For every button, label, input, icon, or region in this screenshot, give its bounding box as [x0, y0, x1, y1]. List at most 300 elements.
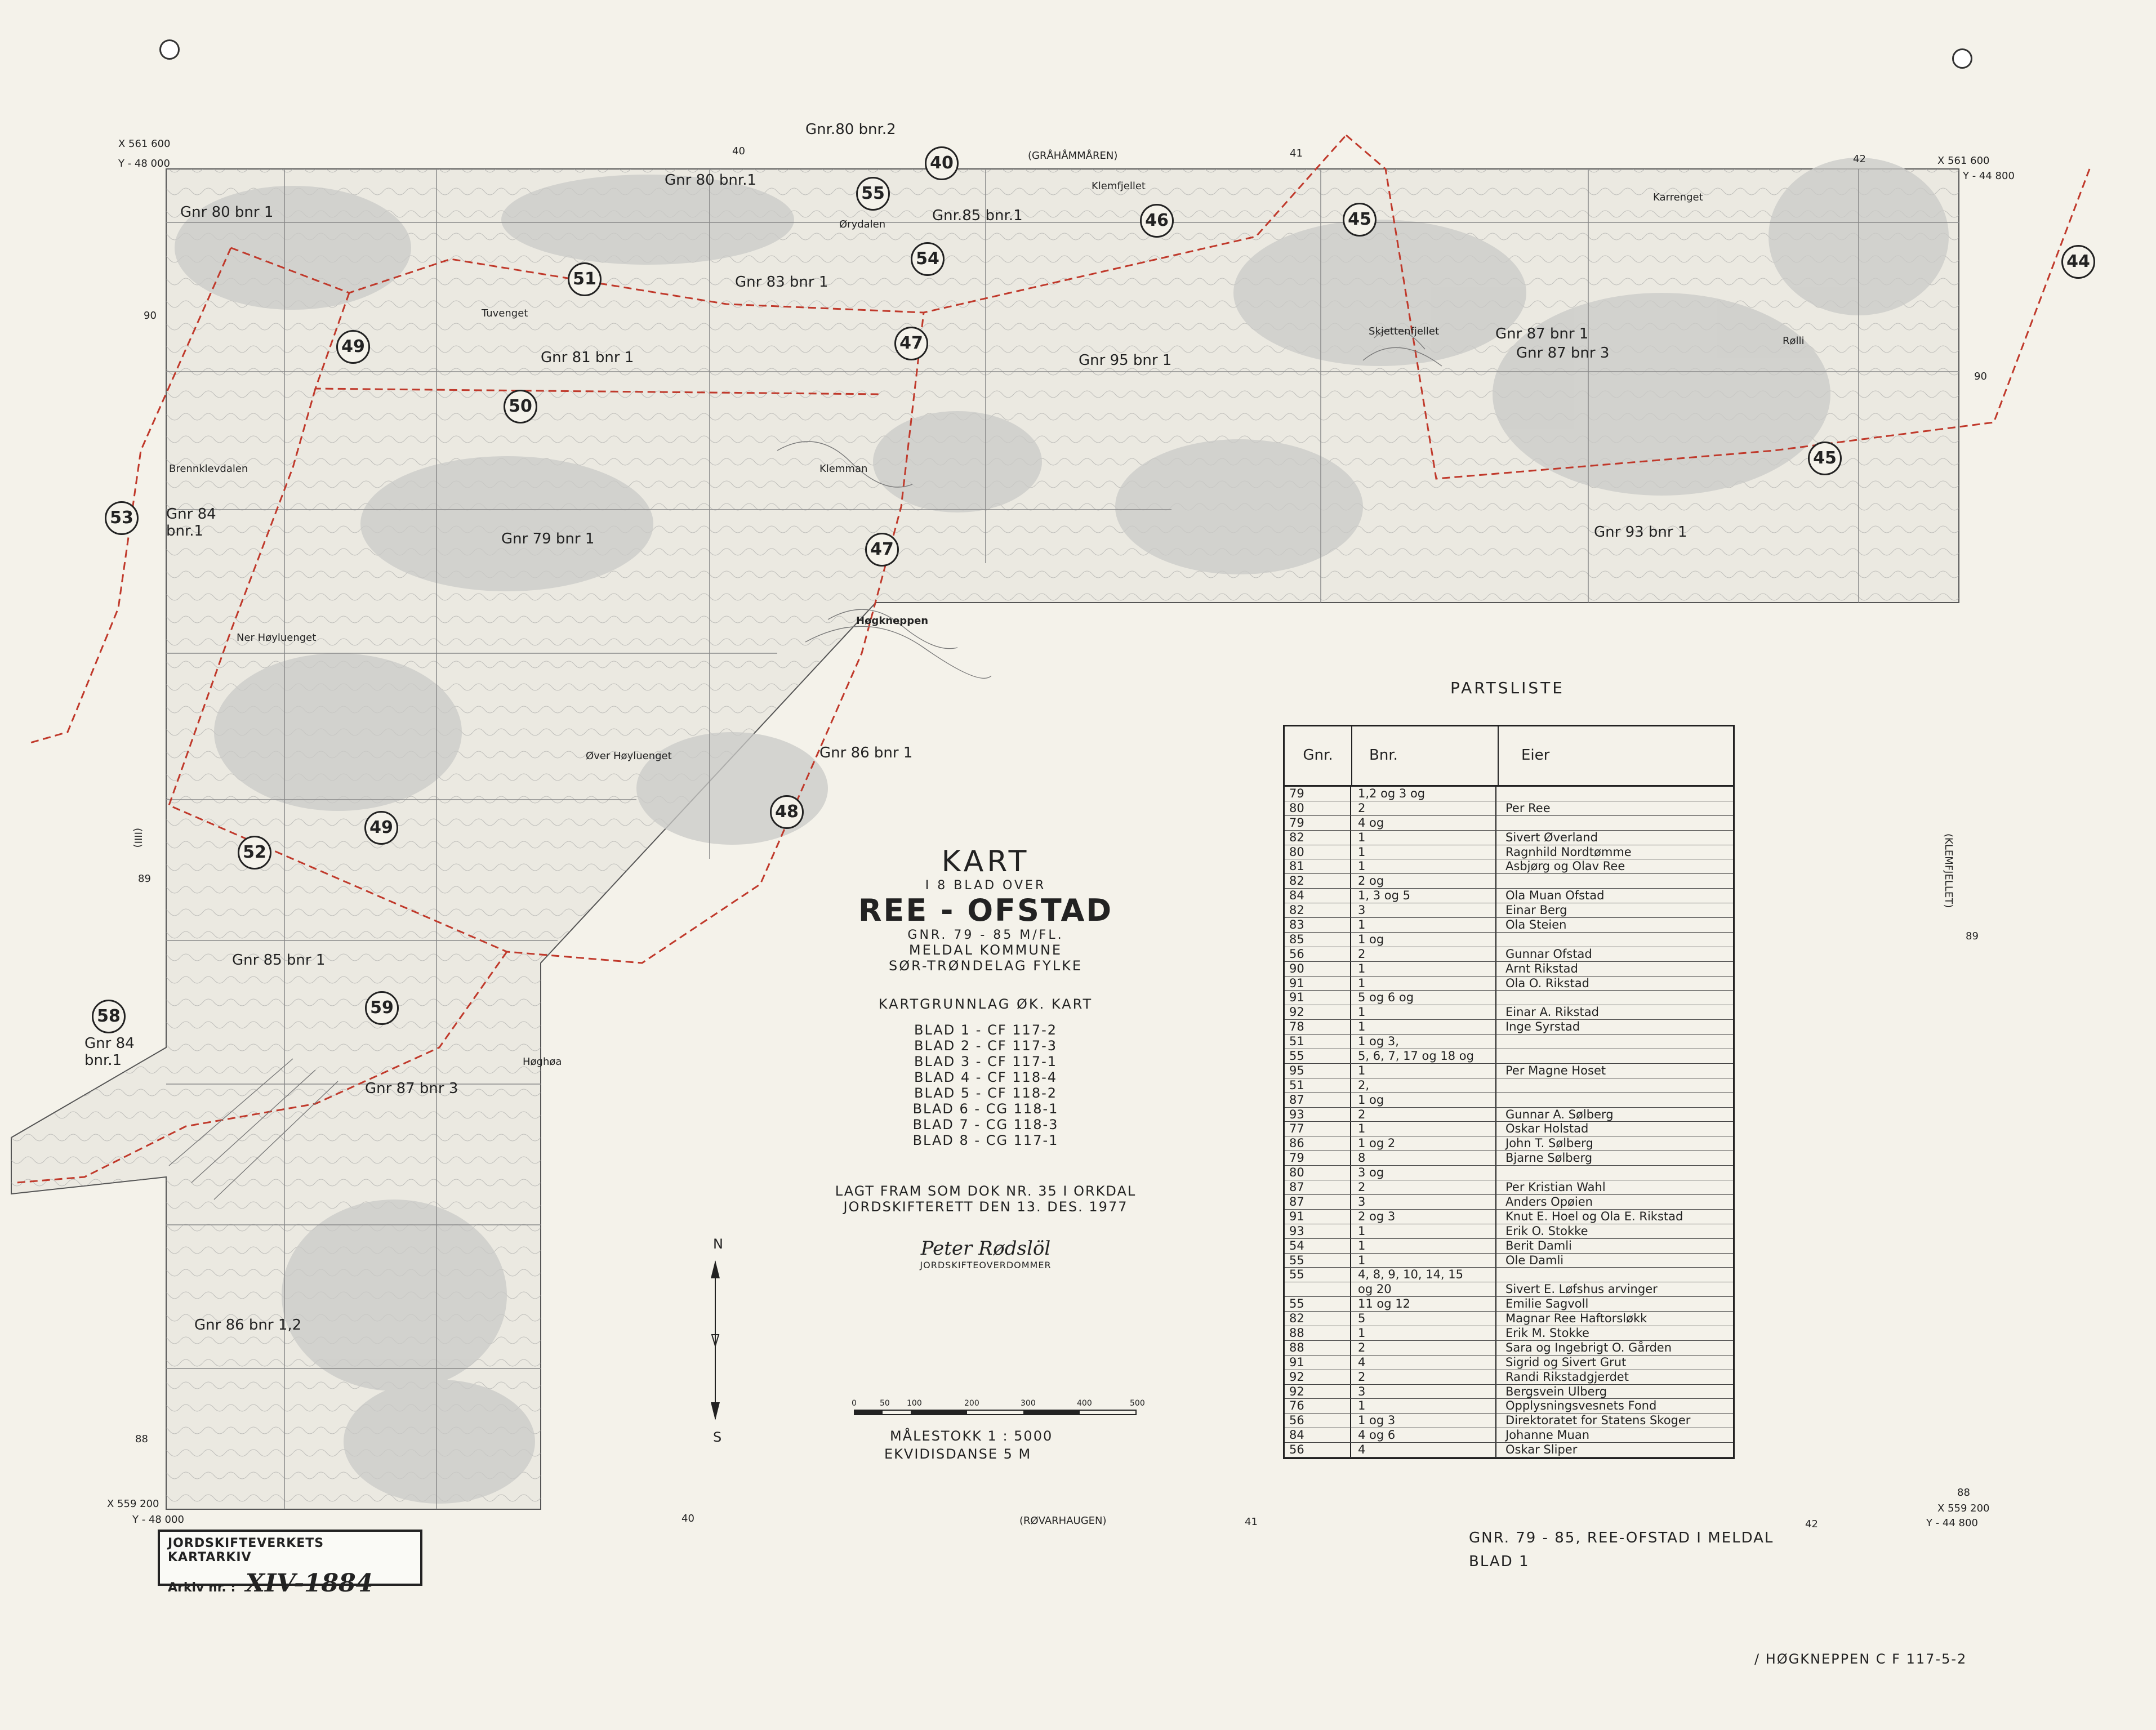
partsliste-row: [1285, 1282, 1733, 1297]
cell-eier: Gunnar Ofstad: [1505, 947, 1592, 961]
cell-bnr: 2,: [1351, 1078, 1496, 1093]
cell-bnr: 1: [1351, 1020, 1496, 1034]
tick-right-88: 88: [1957, 1487, 1970, 1499]
tick-bottom-41: 41: [1245, 1516, 1258, 1528]
sheet-reference: / HØGKNEPPEN C F 117-5-2: [1754, 1651, 1967, 1667]
tick-left-88: 88: [135, 1433, 148, 1445]
cell-gnr: 82: [1285, 874, 1351, 888]
cell-gnr: 80: [1285, 801, 1351, 815]
title-fylke: SØR-TRØNDELAG FYLKE: [889, 958, 1083, 974]
scale-tick: 500: [1130, 1399, 1145, 1408]
partsliste-row: [1285, 1122, 1733, 1136]
tick-top-40: 40: [732, 145, 745, 157]
partsliste-row: [1285, 1297, 1733, 1312]
place-name: Øver Høyluenget: [586, 750, 672, 762]
cell-eier: Sigrid og Sivert Grut: [1505, 1355, 1627, 1369]
cell-gnr: 92: [1285, 1385, 1351, 1399]
cell-bnr: 1: [1351, 1064, 1496, 1078]
cell-gnr: 91: [1285, 977, 1351, 991]
partsliste-row: [1285, 1108, 1733, 1122]
cell-bnr: 1,2 og 3 og: [1351, 787, 1496, 801]
place-name: Skjettenfjellet: [1369, 326, 1440, 337]
cell-eier: Magnar Ree Haftorsløkk: [1505, 1312, 1647, 1326]
stamp-line2: Arkiv nr. :: [168, 1581, 236, 1595]
cell-bnr: 2 og: [1351, 874, 1496, 888]
partsliste-row: [1285, 1385, 1733, 1399]
cell-gnr: 81: [1285, 859, 1351, 873]
cell-bnr: 4: [1351, 1443, 1496, 1457]
cell-gnr: 88: [1285, 1341, 1351, 1355]
cell-eier: Ola Muan Ofstad: [1505, 889, 1605, 903]
cell-eier: Einar Berg: [1505, 903, 1567, 917]
cell-bnr: 8: [1351, 1151, 1496, 1165]
cell-bnr: 1 og 3,: [1351, 1035, 1496, 1049]
blad-item: BLAD 1 - CF 117-2: [914, 1022, 1058, 1038]
cell-eier: Knut E. Hoel og Ola E. Rikstad: [1505, 1209, 1683, 1223]
place-name: Karrenget: [1653, 191, 1703, 203]
tick-right-89: 89: [1966, 930, 1979, 942]
cell-eier: Erik M. Stokke: [1505, 1326, 1589, 1340]
cell-gnr: 55: [1285, 1268, 1351, 1282]
cell-gnr: 92: [1285, 1005, 1351, 1019]
cell-bnr: 2: [1351, 801, 1496, 815]
cell-bnr: 3: [1351, 1385, 1496, 1399]
cell-eier: Berit Damli: [1505, 1238, 1572, 1252]
cell-bnr: 2: [1351, 947, 1496, 961]
edge-name-left: (IIII): [132, 828, 144, 848]
partsliste-row: [1285, 977, 1733, 991]
partsliste-row: [1285, 1093, 1733, 1108]
footer-blad: BLAD 1: [1469, 1553, 1530, 1570]
cell-eier: Per Magne Hoset: [1505, 1063, 1606, 1077]
partsliste-row: [1285, 947, 1733, 962]
cell-eier: Bjarne Sølberg: [1505, 1151, 1593, 1165]
cell-gnr: 80: [1285, 1166, 1351, 1180]
col-eier: Eier: [1521, 747, 1550, 764]
cell-gnr: [1285, 1282, 1351, 1296]
cell-bnr: 2: [1351, 1180, 1496, 1194]
cell-eier: Ola Steien: [1505, 918, 1567, 932]
cell-bnr: 4: [1351, 1356, 1496, 1370]
compass-south: S: [713, 1429, 722, 1445]
cell-eier: [1496, 1049, 1733, 1063]
cell-eier: Sivert Øverland: [1505, 830, 1598, 844]
place-name: Ner Høyluenget: [237, 632, 317, 644]
cell-bnr: 1: [1351, 1326, 1496, 1340]
parcel-marker: 46: [1140, 204, 1174, 238]
parcel-marker: 51: [568, 262, 602, 296]
partsliste-row: [1285, 874, 1733, 889]
place-name: Gnr 87 bnr 3: [365, 1080, 458, 1097]
partsliste-row: [1285, 1064, 1733, 1078]
col-bnr: Bnr.: [1352, 726, 1499, 785]
partsliste-row: [1285, 933, 1733, 947]
scale-tick: 400: [1077, 1399, 1092, 1408]
cell-bnr: 5 og 6 og: [1351, 991, 1496, 1005]
partsliste-row: [1285, 1399, 1733, 1414]
cell-gnr: 91: [1285, 1210, 1351, 1224]
blad-item: BLAD 7 - CG 118-3: [912, 1117, 1059, 1132]
cell-bnr: 2: [1351, 1341, 1496, 1355]
title-name: REE - OFSTAD: [858, 893, 1113, 928]
place-name: Klemman: [819, 463, 868, 475]
cell-bnr: 3: [1351, 903, 1496, 917]
cell-eier: Direktoratet for Statens Skoger: [1505, 1414, 1691, 1428]
cell-gnr: 93: [1285, 1108, 1351, 1122]
footer-title: GNR. 79 - 85, REE-OFSTAD I MELDAL: [1469, 1530, 1774, 1546]
cell-gnr: 84: [1285, 1428, 1351, 1442]
cell-eier: Einar A. Rikstad: [1505, 1005, 1599, 1019]
partsliste-row: [1285, 1326, 1733, 1341]
cell-eier: Opplysningsvesnets Fond: [1505, 1399, 1657, 1413]
cell-gnr: 87: [1285, 1093, 1351, 1107]
cell-bnr: 2: [1351, 1108, 1496, 1122]
cell-gnr: 55: [1285, 1049, 1351, 1063]
cell-eier: [1496, 1035, 1733, 1049]
cell-gnr: 55: [1285, 1254, 1351, 1268]
cell-bnr: 5, 6, 7, 17 og 18 og: [1351, 1049, 1496, 1063]
cell-eier: [1496, 1093, 1733, 1107]
blad-item: BLAD 4 - CF 118-4: [914, 1069, 1058, 1085]
partsliste-row: [1285, 1049, 1733, 1064]
edge-name-bottom: (RØVARHAUGEN): [1019, 1515, 1107, 1527]
partsliste-row: [1285, 816, 1733, 831]
cell-eier: [1496, 787, 1733, 801]
cell-gnr: 79: [1285, 1151, 1351, 1165]
cell-bnr: 1: [1351, 1122, 1496, 1136]
partsliste-row: [1285, 1428, 1733, 1443]
partsliste-header: [1285, 726, 1733, 787]
parcel-marker: 40: [925, 146, 959, 180]
map-title-block: [834, 845, 1138, 1270]
compass-north: N: [713, 1236, 723, 1252]
coord-top-left-x: X 561 600: [118, 138, 171, 150]
parcel-marker: 50: [504, 390, 537, 423]
cell-bnr: 1: [1351, 1239, 1496, 1253]
partsliste-row: [1285, 1312, 1733, 1326]
scale-ekvidisdanse: EKVIDISDANSE 5 M: [884, 1446, 1032, 1462]
stamp-line1: JORDSKIFTEVERKETS KARTARKIV: [168, 1536, 324, 1564]
place-name: Gnr 84 bnr.1: [166, 506, 216, 539]
tick-bottom-40: 40: [681, 1513, 694, 1524]
cell-eier: Oskar Sliper: [1505, 1443, 1578, 1457]
cell-gnr: 82: [1285, 1312, 1351, 1326]
partsliste-row: [1285, 1180, 1733, 1195]
cell-bnr: 1: [1351, 1224, 1496, 1238]
cell-gnr: 91: [1285, 1356, 1351, 1370]
place-name: Gnr 86 bnr 1,2: [194, 1317, 302, 1334]
partsliste-row: [1285, 787, 1733, 801]
cell-gnr: 83: [1285, 918, 1351, 932]
parcel-marker: 48: [770, 795, 804, 829]
cell-eier: Oskar Holstad: [1505, 1122, 1589, 1136]
partsliste-row: [1285, 1341, 1733, 1356]
cell-eier: Randi Rikstadgjerdet: [1505, 1370, 1629, 1384]
parcel-marker: 53: [105, 501, 139, 535]
cell-bnr: 1: [1351, 831, 1496, 845]
cell-gnr: 84: [1285, 889, 1351, 903]
partsliste-row: [1285, 1224, 1733, 1239]
coord-top-right-x: X 561 600: [1937, 155, 1990, 167]
parcel-marker: 55: [856, 177, 890, 211]
partsliste-row: [1285, 903, 1733, 918]
place-name: Gnr 80 bnr 1: [180, 204, 274, 221]
partsliste-title: PARTSLISTE: [1450, 679, 1565, 697]
place-name: Gnr 86 bnr 1: [819, 744, 913, 761]
cell-eier: Johanne Muan: [1505, 1428, 1590, 1442]
coord-bottom-left-y: Y - 48 000: [132, 1514, 184, 1526]
tick-right-90: 90: [1974, 371, 1987, 382]
cell-gnr: 51: [1285, 1035, 1351, 1049]
cell-bnr: 1: [1351, 859, 1496, 873]
place-name: Klemfjellet: [1092, 180, 1146, 192]
edge-name-top: (GRÅHÅMMÅREN): [1028, 150, 1118, 162]
cell-gnr: 79: [1285, 816, 1351, 830]
cell-gnr: 82: [1285, 903, 1351, 917]
cell-gnr: 77: [1285, 1122, 1351, 1136]
partsliste-row: [1285, 918, 1733, 933]
tick-bottom-42: 42: [1805, 1518, 1818, 1530]
partsliste-table: [1283, 725, 1735, 1459]
scale-malestokk: MÅLESTOKK 1 : 5000: [890, 1428, 1053, 1444]
place-name: Ørydalen: [839, 219, 886, 230]
partsliste-row: [1285, 962, 1733, 977]
cell-bnr: 2 og 3: [1351, 1210, 1496, 1224]
stamp-line2-wrap: [168, 1569, 412, 1598]
cell-gnr: 87: [1285, 1195, 1351, 1209]
cell-bnr: 1 og: [1351, 933, 1496, 947]
place-name: Gnr 87 bnr 3: [1516, 345, 1610, 362]
cell-gnr: 80: [1285, 845, 1351, 859]
cell-eier: [1496, 1166, 1733, 1180]
place-name: Gnr.80 bnr.2: [805, 121, 896, 138]
title-gnr: GNR. 79 - 85 M/FL.: [907, 928, 1064, 942]
partsliste-row: [1285, 801, 1733, 816]
cell-gnr: 88: [1285, 1326, 1351, 1340]
cell-bnr: 4, 8, 9, 10, 14, 15: [1351, 1268, 1496, 1282]
partsliste-row: [1285, 859, 1733, 874]
parcel-marker: 59: [365, 991, 399, 1025]
partsliste-row: [1285, 1020, 1733, 1035]
cell-gnr: 87: [1285, 1180, 1351, 1194]
cell-gnr: 93: [1285, 1224, 1351, 1238]
cell-gnr: 86: [1285, 1136, 1351, 1151]
place-name: Gnr.85 bnr.1: [932, 207, 1023, 224]
cell-bnr: 5: [1351, 1312, 1496, 1326]
cell-eier: [1496, 1078, 1733, 1093]
cell-eier: Per Kristian Wahl: [1505, 1180, 1606, 1194]
coord-bottom-right-x: X 559 200: [1937, 1502, 1990, 1514]
cell-bnr: 1: [1351, 1254, 1496, 1268]
title-kommune: MELDAL KOMMUNE: [908, 942, 1063, 958]
tick-left-90: 90: [144, 310, 157, 322]
cell-gnr: 54: [1285, 1239, 1351, 1253]
place-name: Rølli: [1783, 335, 1805, 347]
cell-eier: Arnt Rikstad: [1505, 961, 1578, 975]
cell-bnr: 3 og: [1351, 1166, 1496, 1180]
partsliste-row: [1285, 1195, 1733, 1210]
title-kartgrunnlag: KARTGRUNNLAG ØK. KART: [878, 996, 1093, 1012]
partsliste-row: [1285, 1078, 1733, 1093]
partsliste-row: [1285, 831, 1733, 845]
partsliste-row: [1285, 889, 1733, 903]
cell-eier: Ola O. Rikstad: [1505, 976, 1589, 990]
coord-top-left-y: Y - 48 000: [118, 158, 170, 170]
cell-eier: Gunnar A. Sølberg: [1505, 1107, 1614, 1121]
cell-eier: Inge Syrstad: [1505, 1020, 1580, 1034]
cell-eier: Bergsvein Ulberg: [1505, 1384, 1607, 1398]
partsliste-row: [1285, 1356, 1733, 1370]
cell-eier: Erik O. Stokke: [1505, 1224, 1588, 1238]
place-name: Høgkneppen: [856, 615, 929, 627]
title-blad-over: I 8 BLAD OVER: [925, 879, 1046, 893]
cell-eier: [1496, 1268, 1733, 1282]
coord-top-right-y: Y - 44 800: [1963, 170, 2015, 182]
cell-bnr: 1, 3 og 5: [1351, 889, 1496, 903]
cell-eier: Ragnhild Nordtømme: [1505, 845, 1632, 859]
cell-bnr: 4 og: [1351, 816, 1496, 830]
signature: Peter Rødslöl: [920, 1237, 1051, 1260]
blad-item: BLAD 8 - CG 117-1: [912, 1132, 1059, 1148]
scale-tick: 100: [907, 1399, 922, 1408]
scale-tick: 200: [964, 1399, 979, 1408]
cell-gnr: 56: [1285, 947, 1351, 961]
cell-eier: Per Ree: [1505, 801, 1551, 815]
cell-gnr: 55: [1285, 1297, 1351, 1311]
col-gnr: Gnr.: [1285, 726, 1352, 785]
cell-bnr: 3: [1351, 1195, 1496, 1209]
cell-gnr: 51: [1285, 1078, 1351, 1093]
cell-gnr: 92: [1285, 1370, 1351, 1384]
lagt-fram: LAGT FRAM SOM DOK NR. 35 I ORKDAL: [835, 1183, 1137, 1199]
cell-bnr: 4 og 6: [1351, 1428, 1496, 1442]
place-name: Gnr 85 bnr 1: [232, 952, 326, 969]
partsliste-row: [1285, 1254, 1733, 1268]
parcel-marker: 45: [1808, 442, 1842, 475]
blad-item: BLAD 5 - CF 118-2: [914, 1085, 1058, 1101]
cell-eier: [1496, 933, 1733, 947]
cell-eier: [1496, 816, 1733, 830]
edge-name-right: (KLEMFJELLET): [1943, 833, 1954, 908]
place-name: Gnr 95 bnr 1: [1079, 352, 1172, 369]
tick-top-41: 41: [1290, 148, 1303, 159]
cell-eier: Ole Damli: [1505, 1253, 1564, 1267]
cell-bnr: 1: [1351, 977, 1496, 991]
cell-eier: John T. Sølberg: [1505, 1136, 1593, 1151]
place-name: Gnr 79 bnr 1: [501, 530, 595, 547]
blad-item: BLAD 2 - CF 117-3: [914, 1038, 1058, 1054]
place-name: Gnr 93 bnr 1: [1594, 524, 1687, 541]
coord-bottom-right-y: Y - 44 800: [1926, 1517, 1978, 1529]
cell-gnr: 79: [1285, 787, 1351, 801]
cell-bnr: 1: [1351, 845, 1496, 859]
tick-top-42: 42: [1853, 153, 1866, 165]
jordskifterett-date: JORDSKIFTERETT DEN 13. DES. 1977: [843, 1199, 1128, 1215]
place-name: Tuvenget: [482, 307, 528, 319]
place-name: Gnr 87 bnr 1: [1495, 326, 1589, 342]
place-name: Gnr 83 bnr 1: [735, 274, 828, 291]
partsliste-row: [1285, 1414, 1733, 1428]
place-name: Gnr 80 bnr.1: [665, 172, 757, 189]
cell-gnr: 91: [1285, 991, 1351, 1005]
parcel-marker: 47: [894, 327, 928, 360]
archive-stamp: [158, 1530, 422, 1598]
cell-bnr: 1: [1351, 1005, 1496, 1019]
partsliste-row: [1285, 1268, 1733, 1282]
cell-gnr: 56: [1285, 1443, 1351, 1457]
cell-eier: Anders Opøien: [1505, 1194, 1593, 1209]
partsliste-row: [1285, 1210, 1733, 1224]
cell-bnr: 1 og 2: [1351, 1136, 1496, 1151]
scale-bar: [853, 1399, 1146, 1421]
place-name: Høghøa: [523, 1056, 562, 1068]
title-kart: KART: [941, 845, 1030, 879]
cell-eier: Asbjørg og Olav Ree: [1505, 859, 1625, 873]
blad-item: BLAD 3 - CF 117-1: [914, 1054, 1058, 1069]
cell-bnr: 1: [1351, 962, 1496, 976]
cell-eier: [1496, 874, 1733, 888]
parcel-marker: 47: [865, 533, 899, 567]
place-name: Gnr 84 bnr.1: [84, 1035, 135, 1069]
stamp-number: XIV-1884: [245, 1569, 373, 1598]
cell-gnr: 82: [1285, 831, 1351, 845]
scale-tick: 300: [1021, 1399, 1036, 1408]
scale-tick: 0: [852, 1399, 857, 1408]
parcel-marker: 44: [2061, 245, 2095, 279]
parcel-marker: 52: [238, 836, 271, 870]
place-name: Gnr 81 bnr 1: [541, 349, 634, 366]
parcel-marker: 45: [1343, 203, 1377, 237]
partsliste-row: [1285, 1443, 1733, 1457]
partsliste-row: [1285, 1151, 1733, 1166]
partsliste-row: [1285, 1005, 1733, 1020]
partsliste-row: [1285, 1239, 1733, 1254]
partsliste-row: [1285, 1370, 1733, 1385]
blad-item: BLAD 6 - CG 118-1: [912, 1101, 1059, 1117]
parcel-marker: 58: [92, 1000, 126, 1033]
tick-left-89: 89: [138, 873, 151, 885]
cell-gnr: 76: [1285, 1399, 1351, 1413]
cell-eier: Sara og Ingebrigt O. Gården: [1505, 1340, 1672, 1354]
parcel-marker: 54: [911, 242, 945, 276]
cell-gnr: 56: [1285, 1414, 1351, 1428]
cell-eier: [1496, 991, 1733, 1005]
cell-gnr: 95: [1285, 1064, 1351, 1078]
coord-bottom-left-x: X 559 200: [107, 1498, 159, 1510]
scale-tick: 50: [880, 1399, 890, 1408]
place-name: Brennklevdalen: [169, 463, 248, 475]
cell-bnr: 1: [1351, 918, 1496, 932]
cell-bnr: 11 og 12: [1351, 1297, 1496, 1311]
north-arrow-icon: [704, 1256, 727, 1425]
partsliste-row: [1285, 991, 1733, 1005]
cell-bnr: 1 og 3: [1351, 1414, 1496, 1428]
cell-eier: Sivert E. Løfshus arvinger: [1505, 1282, 1658, 1296]
cell-gnr: 78: [1285, 1020, 1351, 1034]
partsliste-body: [1285, 787, 1733, 1457]
parcel-marker: 49: [364, 811, 398, 845]
parcel-marker: 49: [336, 330, 370, 364]
cell-eier: Emilie Sagvoll: [1505, 1297, 1589, 1311]
partsliste-row: [1285, 1166, 1733, 1180]
cell-bnr: 1: [1351, 1399, 1496, 1413]
cell-bnr: 2: [1351, 1370, 1496, 1384]
cell-gnr: 90: [1285, 962, 1351, 976]
partsliste-row: [1285, 1035, 1733, 1049]
partsliste-row: [1285, 1136, 1733, 1151]
cell-gnr: 85: [1285, 933, 1351, 947]
signer-title: JORDSKIFTEOVERDOMMER: [920, 1260, 1052, 1270]
